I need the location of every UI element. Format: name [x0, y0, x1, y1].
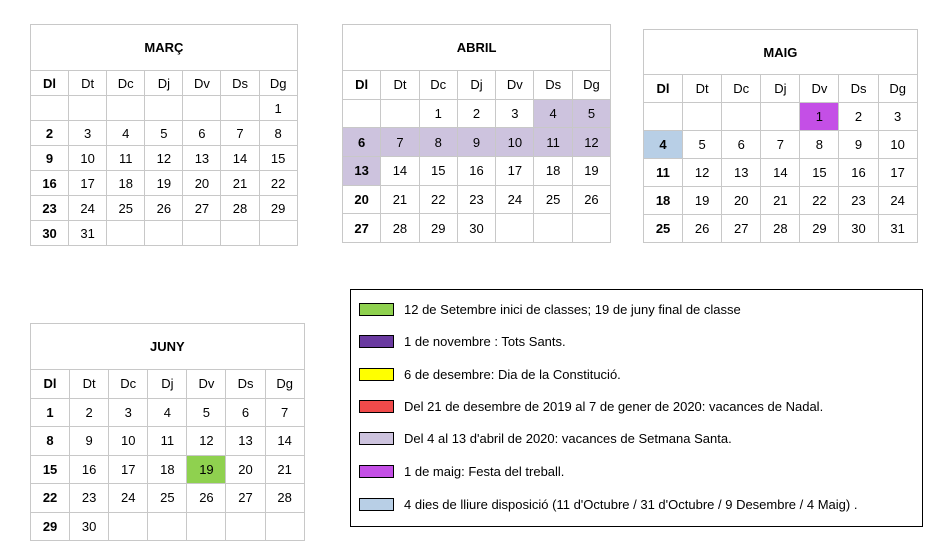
empty-day-cell — [259, 221, 297, 246]
week-row — [31, 171, 298, 196]
day-cell: 17 — [496, 157, 534, 186]
day-cell: 28 — [265, 484, 304, 513]
day-cell: 8 — [259, 121, 297, 146]
day-cell: 16 — [70, 455, 109, 484]
week-row — [343, 99, 611, 128]
day-cell: 10 — [69, 146, 107, 171]
day-name-header: Dc — [107, 71, 145, 96]
day-cell: 23 — [31, 196, 69, 221]
day-cell: 20 — [226, 455, 265, 484]
legend-box — [350, 289, 923, 527]
day-cell: 15 — [800, 159, 839, 187]
empty-day-cell — [145, 221, 183, 246]
empty-day-cell — [183, 221, 221, 246]
month-calendar — [30, 323, 305, 541]
month-calendar — [342, 24, 611, 243]
day-cell: 29 — [800, 215, 839, 243]
day-cell: 26 — [187, 484, 226, 513]
empty-day-cell — [221, 221, 259, 246]
day-cell: 17 — [878, 159, 917, 187]
week-row — [644, 187, 918, 215]
empty-day-cell — [31, 96, 69, 121]
empty-day-cell — [145, 96, 183, 121]
day-cell: 9 — [839, 131, 878, 159]
day-cell: 21 — [221, 171, 259, 196]
day-name-header: Dv — [800, 75, 839, 103]
day-name-header: Dt — [69, 71, 107, 96]
day-cell: 3 — [109, 398, 148, 427]
day-cell: 2 — [70, 398, 109, 427]
empty-day-cell — [265, 512, 304, 541]
day-cell: 22 — [800, 187, 839, 215]
day-cell: 1 — [800, 103, 839, 131]
day-cell: 7 — [761, 131, 800, 159]
day-cell: 25 — [107, 196, 145, 221]
day-cell: 24 — [69, 196, 107, 221]
day-cell: 15 — [419, 157, 457, 186]
week-row — [343, 157, 611, 186]
day-cell: 8 — [419, 128, 457, 157]
day-cell: 4 — [534, 99, 572, 128]
empty-day-cell — [109, 512, 148, 541]
day-cell: 22 — [31, 484, 70, 513]
empty-day-cell — [69, 96, 107, 121]
day-cell: 10 — [496, 128, 534, 157]
day-cell: 3 — [69, 121, 107, 146]
day-cell: 27 — [226, 484, 265, 513]
day-cell: 10 — [878, 131, 917, 159]
day-cell: 17 — [69, 171, 107, 196]
day-cell: 1 — [31, 398, 70, 427]
day-cell: 3 — [496, 99, 534, 128]
day-cell: 11 — [534, 128, 572, 157]
day-cell: 26 — [145, 196, 183, 221]
day-cell: 12 — [683, 159, 722, 187]
day-cell: 27 — [183, 196, 221, 221]
day-cell: 19 — [145, 171, 183, 196]
day-cell: 30 — [839, 215, 878, 243]
day-cell: 9 — [457, 128, 495, 157]
week-row — [31, 427, 305, 456]
month-title: JUNY — [31, 324, 305, 370]
day-name-header: Dc — [722, 75, 761, 103]
week-row — [644, 159, 918, 187]
day-name-header: Dl — [343, 71, 381, 100]
day-cell: 28 — [761, 215, 800, 243]
legend-color-swatch — [359, 303, 394, 316]
legend-color-swatch — [359, 368, 394, 381]
legend-item — [359, 461, 564, 481]
day-cell: 26 — [572, 185, 610, 214]
day-name-header: Dt — [381, 71, 419, 100]
legend-text: Del 21 de desembre de 2019 al 7 de gener de 2020: vacances de Nadal. — [404, 398, 824, 414]
day-cell: 13 — [183, 146, 221, 171]
day-cell: 18 — [534, 157, 572, 186]
day-cell: 16 — [31, 171, 69, 196]
legend-item — [359, 396, 823, 416]
week-row — [644, 103, 918, 131]
day-cell: 23 — [457, 185, 495, 214]
day-cell: 21 — [761, 187, 800, 215]
legend-color-swatch — [359, 335, 394, 348]
day-cell: 7 — [265, 398, 304, 427]
day-cell: 8 — [31, 427, 70, 456]
week-row — [343, 128, 611, 157]
day-cell: 13 — [226, 427, 265, 456]
week-row — [31, 146, 298, 171]
day-cell: 5 — [683, 131, 722, 159]
day-cell: 10 — [109, 427, 148, 456]
day-cell: 13 — [722, 159, 761, 187]
day-cell: 16 — [457, 157, 495, 186]
day-cell: 6 — [183, 121, 221, 146]
empty-day-cell — [107, 96, 145, 121]
legend-item — [359, 494, 857, 514]
day-name-header: Dj — [457, 71, 495, 100]
day-cell: 4 — [148, 398, 187, 427]
day-cell: 19 — [187, 455, 226, 484]
day-cell: 19 — [572, 157, 610, 186]
day-cell: 1 — [259, 96, 297, 121]
week-row — [343, 214, 611, 243]
month-title: MARÇ — [31, 25, 298, 71]
day-cell: 30 — [70, 512, 109, 541]
day-name-header: Dj — [148, 370, 187, 399]
day-name-header: Ds — [839, 75, 878, 103]
day-cell: 6 — [722, 131, 761, 159]
day-cell: 9 — [31, 146, 69, 171]
legend-item — [359, 299, 741, 319]
day-cell: 21 — [381, 185, 419, 214]
day-cell: 11 — [107, 146, 145, 171]
legend-color-swatch — [359, 498, 394, 511]
day-cell: 28 — [221, 196, 259, 221]
day-name-header: Ds — [226, 370, 265, 399]
day-name-header: Dt — [683, 75, 722, 103]
legend-color-swatch — [359, 432, 394, 445]
week-row — [31, 512, 305, 541]
empty-day-cell — [644, 103, 683, 131]
day-cell: 20 — [722, 187, 761, 215]
day-name-header: Dl — [31, 71, 69, 96]
day-name-header: Dl — [644, 75, 683, 103]
legend-color-swatch — [359, 465, 394, 478]
day-cell: 22 — [259, 171, 297, 196]
day-cell: 30 — [457, 214, 495, 243]
day-cell: 15 — [31, 455, 70, 484]
week-row — [31, 121, 298, 146]
day-cell: 8 — [800, 131, 839, 159]
week-row — [31, 196, 298, 221]
day-name-header: Dj — [145, 71, 183, 96]
day-cell: 19 — [683, 187, 722, 215]
day-cell: 14 — [265, 427, 304, 456]
legend-item — [359, 364, 621, 384]
day-cell: 25 — [534, 185, 572, 214]
day-cell: 31 — [878, 215, 917, 243]
day-cell: 18 — [148, 455, 187, 484]
empty-day-cell — [221, 96, 259, 121]
day-cell: 11 — [644, 159, 683, 187]
empty-day-cell — [183, 96, 221, 121]
day-cell: 24 — [109, 484, 148, 513]
week-row — [644, 131, 918, 159]
month-calendar — [30, 24, 298, 246]
day-cell: 9 — [70, 427, 109, 456]
legend-text: 4 dies de lliure disposició (11 d'Octubre / 31 d'Octubre / 9 Desembre / 4 Maig) . — [404, 496, 858, 512]
empty-day-cell — [572, 214, 610, 243]
day-cell: 25 — [644, 215, 683, 243]
day-cell: 29 — [259, 196, 297, 221]
day-cell: 4 — [644, 131, 683, 159]
legend-item — [359, 331, 566, 351]
day-cell: 26 — [683, 215, 722, 243]
day-cell: 11 — [148, 427, 187, 456]
month-title: MAIG — [644, 30, 918, 75]
day-cell: 18 — [107, 171, 145, 196]
day-name-header: Dc — [419, 71, 457, 100]
day-name-header: Dg — [259, 71, 297, 96]
day-name-header: Dv — [496, 71, 534, 100]
day-cell: 6 — [343, 128, 381, 157]
empty-day-cell — [534, 214, 572, 243]
empty-day-cell — [381, 99, 419, 128]
day-cell: 5 — [145, 121, 183, 146]
empty-day-cell — [343, 99, 381, 128]
day-cell: 18 — [644, 187, 683, 215]
week-row — [343, 185, 611, 214]
day-cell: 20 — [183, 171, 221, 196]
day-cell: 7 — [221, 121, 259, 146]
day-cell: 7 — [381, 128, 419, 157]
legend-text: 12 de Setembre inici de classes; 19 de juny final de classe — [404, 301, 741, 317]
day-cell: 13 — [343, 157, 381, 186]
empty-day-cell — [107, 221, 145, 246]
empty-day-cell — [148, 512, 187, 541]
week-row — [31, 221, 298, 246]
week-row — [31, 96, 298, 121]
day-cell: 29 — [419, 214, 457, 243]
day-cell: 2 — [31, 121, 69, 146]
day-cell: 30 — [31, 221, 69, 246]
day-name-header: Ds — [534, 71, 572, 100]
day-cell: 1 — [419, 99, 457, 128]
day-cell: 22 — [419, 185, 457, 214]
week-row — [644, 215, 918, 243]
day-cell: 29 — [31, 512, 70, 541]
legend-text: 1 de novembre : Tots Sants. — [404, 333, 566, 349]
empty-day-cell — [683, 103, 722, 131]
week-row — [31, 398, 305, 427]
day-name-header: Dt — [70, 370, 109, 399]
day-name-header: Dl — [31, 370, 70, 399]
day-cell: 4 — [107, 121, 145, 146]
empty-day-cell — [722, 103, 761, 131]
day-name-header: Dv — [183, 71, 221, 96]
day-name-header: Ds — [221, 71, 259, 96]
week-row — [31, 455, 305, 484]
month-title: ABRIL — [343, 25, 611, 71]
day-cell: 20 — [343, 185, 381, 214]
day-cell: 14 — [381, 157, 419, 186]
day-cell: 23 — [839, 187, 878, 215]
week-row — [31, 484, 305, 513]
day-cell: 23 — [70, 484, 109, 513]
legend-text: 1 de maig: Festa del treball. — [404, 463, 565, 479]
day-cell: 28 — [381, 214, 419, 243]
day-cell: 15 — [259, 146, 297, 171]
day-cell: 31 — [69, 221, 107, 246]
day-name-header: Dv — [187, 370, 226, 399]
day-cell: 27 — [722, 215, 761, 243]
day-name-header: Dg — [572, 71, 610, 100]
day-cell: 12 — [145, 146, 183, 171]
day-cell: 2 — [839, 103, 878, 131]
day-cell: 21 — [265, 455, 304, 484]
day-cell: 17 — [109, 455, 148, 484]
day-cell: 6 — [226, 398, 265, 427]
legend-item — [359, 428, 732, 448]
day-cell: 5 — [572, 99, 610, 128]
empty-day-cell — [761, 103, 800, 131]
day-cell: 16 — [839, 159, 878, 187]
day-cell: 24 — [496, 185, 534, 214]
day-cell: 25 — [148, 484, 187, 513]
legend-text: 6 de desembre: Dia de la Constitució. — [404, 366, 621, 382]
day-name-header: Dj — [761, 75, 800, 103]
day-cell: 24 — [878, 187, 917, 215]
day-cell: 2 — [457, 99, 495, 128]
legend-text: Del 4 al 13 d'abril de 2020: vacances de Setmana Santa. — [404, 430, 732, 446]
month-calendar — [643, 29, 918, 243]
empty-day-cell — [226, 512, 265, 541]
day-name-header: Dg — [265, 370, 304, 399]
empty-day-cell — [496, 214, 534, 243]
legend-color-swatch — [359, 400, 394, 413]
empty-day-cell — [187, 512, 226, 541]
day-cell: 3 — [878, 103, 917, 131]
day-cell: 27 — [343, 214, 381, 243]
day-cell: 5 — [187, 398, 226, 427]
day-cell: 12 — [572, 128, 610, 157]
day-cell: 14 — [221, 146, 259, 171]
day-name-header: Dg — [878, 75, 917, 103]
day-name-header: Dc — [109, 370, 148, 399]
day-cell: 14 — [761, 159, 800, 187]
day-cell: 12 — [187, 427, 226, 456]
